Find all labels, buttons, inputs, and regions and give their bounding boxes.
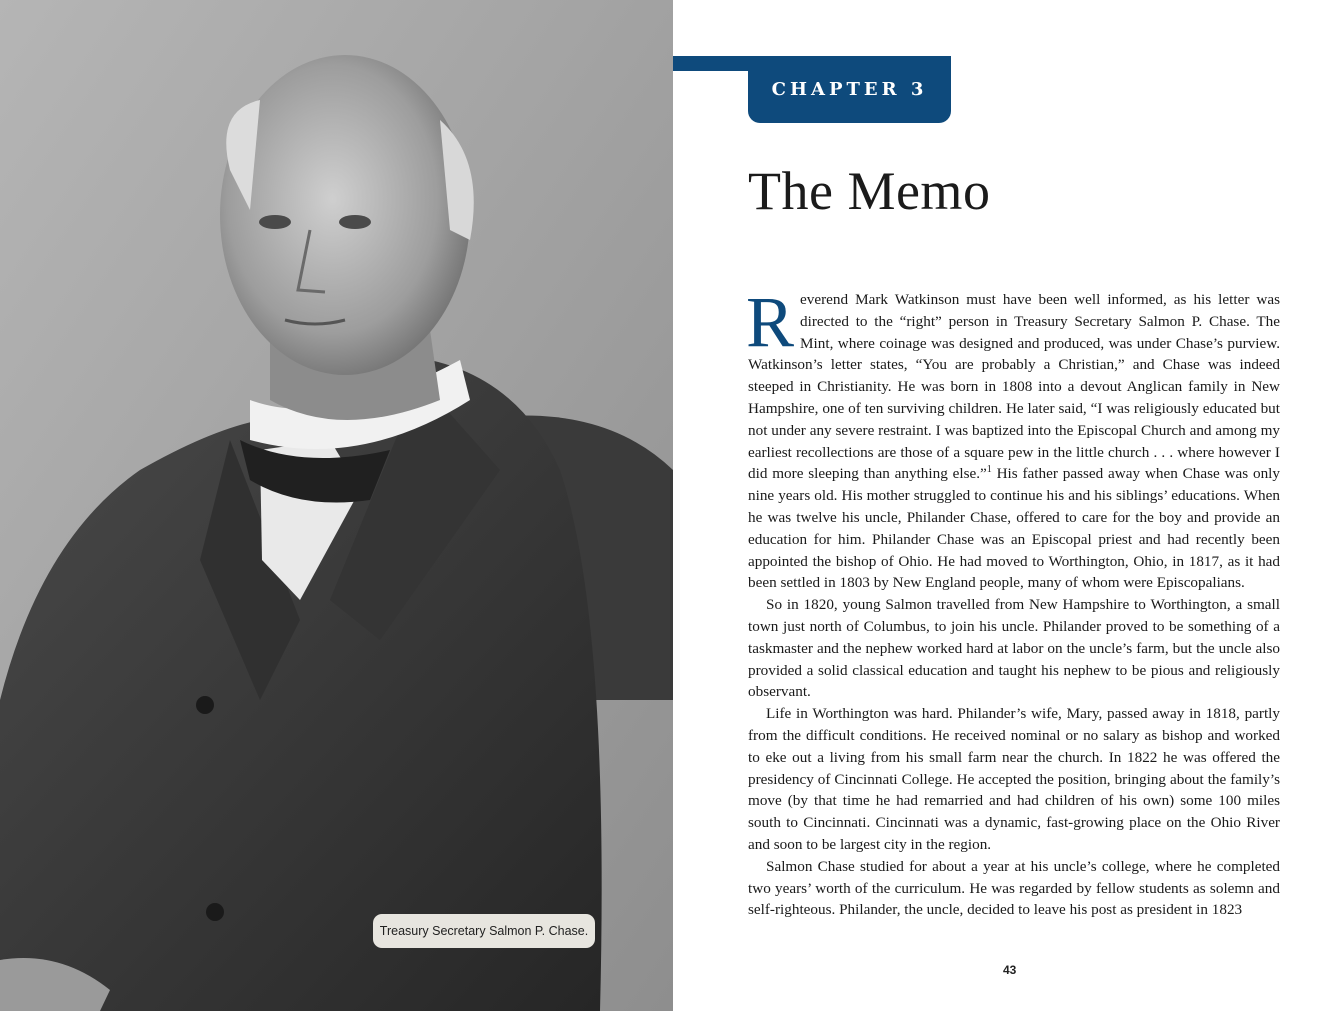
footnote-marker[interactable]: 1 [986, 464, 992, 476]
paragraph-1-text: everend Mark Watkinson must have been well informed, as his letter was directed to the “right” person in Treasury Secretary Salmon P. Chase. The Mint, where coinage was designed and produced, was under Chase’s purview. Watkinson’s letter states, “You are probably a Christian,” and Chase was indeed steeped in Christianity. He was born in 1808 into a devout Anglican family in New Hampshire, one of ten surviving children. He later said, “I was religiously educated but not under any severe restraint. I was baptized into the Episcopal Church and among my earliest recollections are those of a square pew in the little church . . . where however I did more sleeping than anything else.” [748, 291, 1280, 483]
drop-cap: R [746, 282, 795, 362]
page-number: 43 [1003, 963, 1017, 977]
chapter-label: CHAPTER 3 [748, 56, 951, 123]
body-text [746, 282, 1280, 921]
paragraph-1-tail: His father passed away when Chase was only nine years old. His mother struggled to continue his and his siblings’ educations. When he was twelve his uncle, Philander Chase, offered to care for the boy and provide an education for him. Philander Chase was an Episcopal priest and had recently been appointed the bishop of Ohio. He had moved to Worthington, Ohio, in 1817, as it had been settled in 1803 by New England people, many of whom were Episcopalians. [748, 465, 1280, 592]
chapter-title: The Memo [748, 161, 991, 221]
text-page [673, 0, 1344, 1011]
paragraph-4: Salmon Chase studied for about a year at his uncle’s college, where he completed two years’ worth of the curriculum. He was regarded by fellow students as solemn and self-righteous. Philander, the uncle, decided to leave his post as president in 1823 [748, 857, 1280, 919]
photo-caption: Treasury Secretary Salmon P. Chase. [373, 914, 595, 948]
paragraph-1 [746, 282, 1280, 594]
paragraph-3: Life in Worthington was hard. Philander’s wife, Mary, passed away in 1818, partly from the difficult conditions. He received nominal or no salary as bishop and worked to eke out a living from his small farm near the church. In 1822 he was offered the presidency of Cincinnati College. He accepted the position, bringing about the family’s move (by that time he had remarried and had children of his own) some 100 miles south to Cincinnati. Cincinnati was a dynamic, fast-growing place on the Ohio River and soon to be largest city in the region. [748, 705, 1280, 853]
paragraph-2: So in 1820, young Salmon travelled from New Hampshire to Worthington, a small town just north of Columbus, to join his uncle. Philander proved to be something of a taskmaster and the nephew worked hard at labor on the uncle’s farm, but the uncle also provided a solid classical education and taught his nephew to be pious and religiously observant. [748, 596, 1280, 701]
